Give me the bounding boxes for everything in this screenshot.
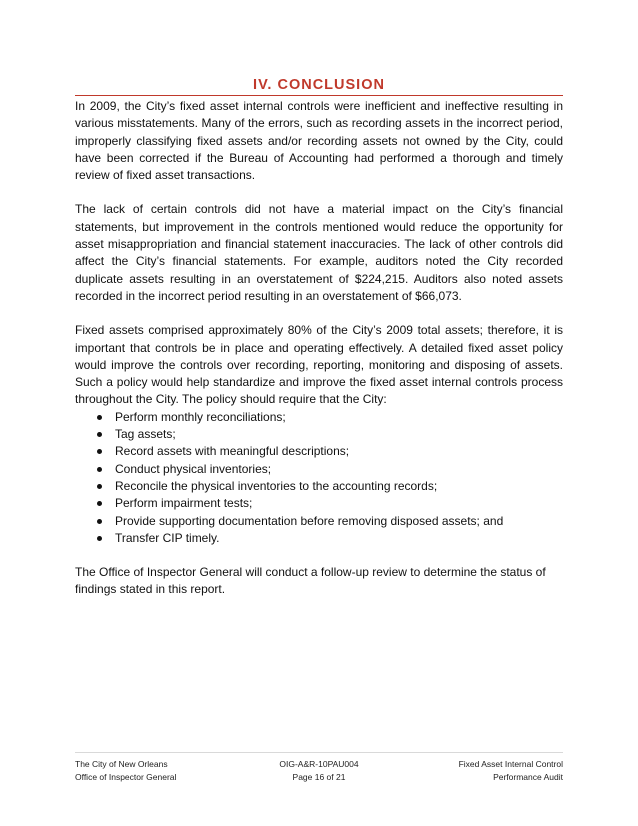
bullet-icon: [97, 519, 102, 524]
bullet-icon: [97, 415, 102, 420]
list-item: Provide supporting documentation before removing disposed assets; and: [75, 513, 563, 530]
footer-right: [401, 758, 564, 784]
bullet-icon: [97, 501, 102, 506]
footer-report-title: Fixed Asset Internal Control: [458, 759, 563, 769]
footer-org: The City of New Orleans: [75, 759, 168, 769]
list-item: Record assets with meaningful descriptions;: [75, 443, 563, 460]
bullet-icon: [97, 536, 102, 541]
section-heading-block: [75, 77, 563, 96]
footer-left: [75, 758, 238, 784]
heading-underline: [75, 95, 563, 96]
footer-report-id: OIG-A&R-10PAU004: [279, 759, 359, 769]
requirements-list: [75, 409, 563, 547]
list-item: Tag assets;: [75, 426, 563, 443]
footer-report-type: Performance Audit: [493, 772, 563, 782]
paragraph-1: In 2009, the City’s fixed asset internal controls were inefficient and ineffective resulting in various misstatements. Many of the errors, such as recording assets in the incorrect period, improperly classifying fixed assets and/or recording assets not owned by the City, could have been corrected if the Bureau of Accounting had performed a thorough and timely review of fixed asset transactions.: [75, 99, 563, 183]
paragraph-2: The lack of certain controls did not have a material impact on the City’s financial statements, but improvement in the controls mentioned would reduce the opportunity for asset misappropriation and financial statement inaccuracies. The lack of other controls did affect the City’s financial statements. For example, auditors noted the City recorded duplicate assets resulting in an overstatement of $224,215. Auditors also noted assets recorded in the incorrect period resulting in an overstatement of $66,073.: [75, 202, 563, 303]
footer-center: [238, 758, 401, 784]
bullet-icon: [97, 432, 102, 437]
list-item: Conduct physical inventories;: [75, 461, 563, 478]
footer-page-number: Page 16 of 21: [292, 772, 346, 782]
page-footer: [75, 752, 563, 784]
closing-paragraph: The Office of Inspector General will conduct a follow-up review to determine the status of findings stated in this report.: [75, 565, 546, 597]
footer-office: Office of Inspector General: [75, 772, 177, 782]
body-text: [75, 98, 563, 616]
list-item: Transfer CIP timely.: [75, 530, 563, 547]
list-item: Perform impairment tests;: [75, 495, 563, 512]
section-heading: IV. CONCLUSION: [253, 77, 385, 93]
bullet-icon: [97, 484, 102, 489]
paragraph-3: Fixed assets comprised approximately 80% of the City’s 2009 total assets; therefore, it is important that controls be in place and operating effectively. A detailed fixed asset policy would improve the controls over recording, reporting, monitoring and disposing of assets. Such a policy would help standardize and improve the fixed asset internal controls process throughout the City. The policy should require that the City:: [75, 323, 563, 407]
list-item: Perform monthly reconciliations;: [75, 409, 563, 426]
bullet-icon: [97, 449, 102, 454]
bullet-icon: [97, 467, 102, 472]
list-item: Reconcile the physical inventories to the accounting records;: [75, 478, 563, 495]
